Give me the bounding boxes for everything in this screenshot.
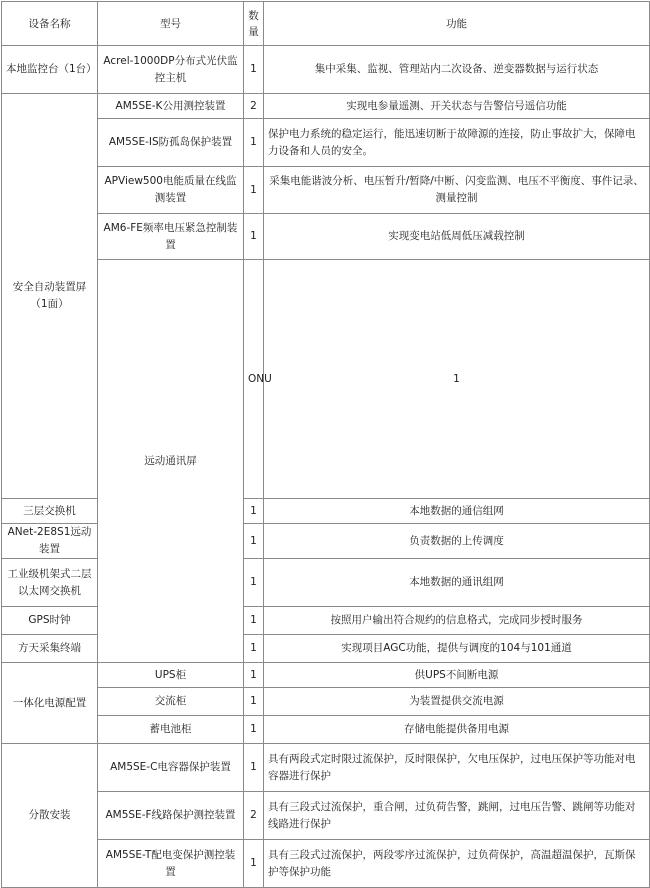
model-cell: 蓄电池柜 bbox=[98, 716, 244, 744]
table-row bbox=[2, 260, 650, 499]
func-cell: 本地数据的通讯组网 bbox=[264, 559, 650, 607]
func-cell: 本地数据的通信组网 bbox=[264, 499, 650, 524]
qty-cell: 2 bbox=[244, 94, 264, 119]
func-cell: 保护电力系统的稳定运行，能迅速切断于故障源的连接，防止事故扩大，保障电力设备和人员的安全。 bbox=[264, 119, 650, 167]
qty-cell: 1 bbox=[244, 119, 264, 167]
table-row bbox=[2, 688, 650, 716]
qty-cell: 1 bbox=[244, 688, 264, 716]
model-cell: AM6-FE频率电压紧急控制装置 bbox=[98, 214, 244, 260]
qty-cell: 1 bbox=[264, 260, 650, 499]
table-row bbox=[2, 744, 650, 792]
header-name: 设备名称 bbox=[2, 2, 98, 46]
qty-cell: 1 bbox=[244, 214, 264, 260]
model-cell: AM5SE-IS防孤岛保护装置 bbox=[98, 119, 244, 167]
group-cell: 分散安装 bbox=[2, 744, 98, 888]
table-row bbox=[2, 663, 650, 688]
qty-cell: 1 bbox=[244, 635, 264, 663]
func-cell: 供UPS不间断电源 bbox=[264, 663, 650, 688]
table-row bbox=[2, 94, 650, 119]
func-cell: 实现变电站低周低压减载控制 bbox=[264, 214, 650, 260]
qty-cell: 1 bbox=[244, 524, 264, 559]
model-cell: AM5SE-C电容器保护装置 bbox=[98, 744, 244, 792]
table-row bbox=[2, 716, 650, 744]
qty-cell: 2 bbox=[244, 792, 264, 840]
model-cell: 方天采集终端 bbox=[2, 635, 98, 663]
func-cell: 存储电能提供备用电源 bbox=[264, 716, 650, 744]
table-row bbox=[2, 792, 650, 840]
table-row bbox=[2, 840, 650, 888]
equipment-table bbox=[1, 1, 650, 888]
qty-cell: 1 bbox=[244, 499, 264, 524]
header-qty: 数量 bbox=[244, 2, 264, 46]
func-cell: 集中采集、监视、管理站内二次设备、逆变器数据与运行状态 bbox=[264, 46, 650, 94]
model-cell: UPS柜 bbox=[98, 663, 244, 688]
table-row bbox=[2, 214, 650, 260]
qty-cell: 1 bbox=[244, 840, 264, 888]
group-cell: 本地监控台（1台） bbox=[2, 46, 98, 94]
group-cell: 安全自动装置屏（1面） bbox=[2, 94, 98, 499]
model-cell: GPS时钟 bbox=[2, 607, 98, 635]
func-cell: 实现电参量遥测、开关状态与告警信号遥信功能 bbox=[264, 94, 650, 119]
header-row bbox=[2, 2, 650, 46]
qty-cell: 1 bbox=[244, 663, 264, 688]
model-cell: 交流柜 bbox=[98, 688, 244, 716]
qty-cell: 1 bbox=[244, 559, 264, 607]
func-cell: 具有三段式过流保护，重合闸，过负荷告警，跳闸，过电压告警、跳闸等功能对线路进行保护 bbox=[264, 792, 650, 840]
qty-cell: 1 bbox=[244, 716, 264, 744]
header-func: 功能 bbox=[264, 2, 650, 46]
model-cell: 三层交换机 bbox=[2, 499, 98, 524]
model-cell: ONU bbox=[244, 260, 264, 499]
func-cell: 负责数据的上传调度 bbox=[264, 524, 650, 559]
qty-cell: 1 bbox=[244, 167, 264, 214]
table-row bbox=[2, 46, 650, 94]
func-cell: 具有三段式过流保护，两段零序过流保护，过负荷保护，高温超温保护，瓦斯保护等保护功能 bbox=[264, 840, 650, 888]
qty-cell: 1 bbox=[244, 46, 264, 94]
group-cell: 远动通讯屏 bbox=[98, 260, 244, 663]
model-cell: ANet-2E8S1远动装置 bbox=[2, 524, 98, 559]
model-cell: AM5SE-T配电变保护测控装置 bbox=[98, 840, 244, 888]
func-cell: 采集电能谐波分析、电压暂升/暂降/中断、闪变监测、电压不平衡度、事件记录、测量控制 bbox=[264, 167, 650, 214]
table-row bbox=[2, 167, 650, 214]
func-cell: 实现项目AGC功能，提供与调度的104与101通道 bbox=[264, 635, 650, 663]
func-cell: 为装置提供交流电源 bbox=[264, 688, 650, 716]
model-cell: AM5SE-F线路保护测控装置 bbox=[98, 792, 244, 840]
table-row bbox=[2, 119, 650, 167]
header-model: 型号 bbox=[98, 2, 244, 46]
qty-cell: 1 bbox=[244, 607, 264, 635]
group-cell: 一体化电源配置 bbox=[2, 663, 98, 744]
model-cell: 工业级机架式二层以太网交换机 bbox=[2, 559, 98, 607]
model-cell: APView500电能质量在线监测装置 bbox=[98, 167, 244, 214]
qty-cell: 1 bbox=[244, 744, 264, 792]
func-cell: 具有两段式定时限过流保护，反时限保护，欠电压保护，过电压保护等功能对电容器进行保护 bbox=[264, 744, 650, 792]
func-cell: 按照用户输出符合规约的信息格式，完成同步授时服务 bbox=[264, 607, 650, 635]
model-cell: Acrel-1000DP分布式光伏监控主机 bbox=[98, 46, 244, 94]
model-cell: AM5SE-K公用测控装置 bbox=[98, 94, 244, 119]
